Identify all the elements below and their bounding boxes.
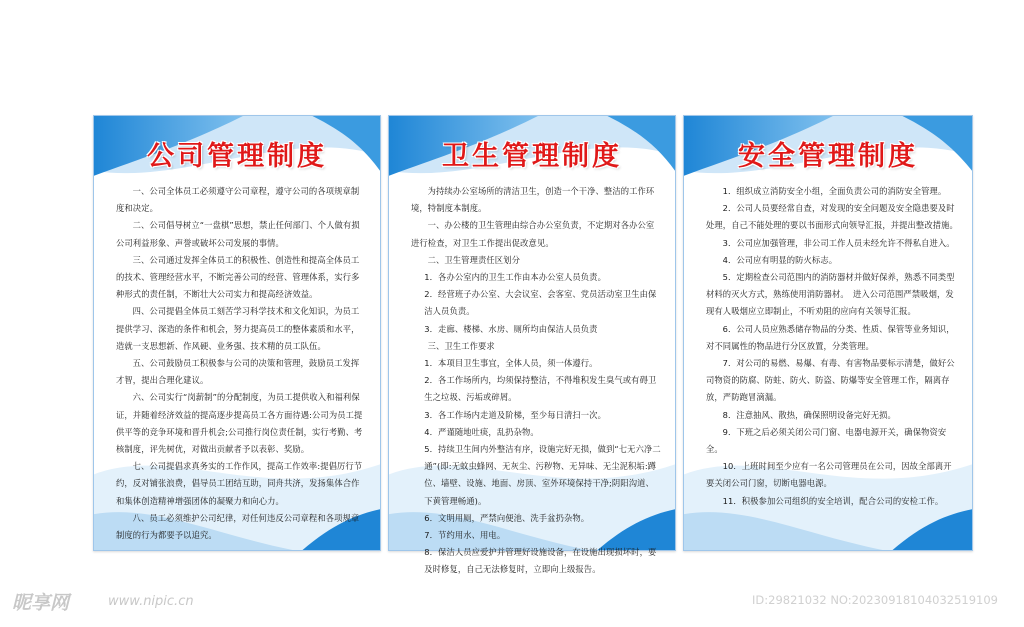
watermark-url: www.nipic.cn [108, 594, 194, 609]
board-title: 公司管理制度 [147, 141, 327, 172]
rule-item: 7．节约用水、用电。 [424, 530, 506, 541]
rule-paragraph: 八、员工必须维护公司纪律，对任何违反公司章程和各项规章制度的行为都要予以追究。 [116, 512, 360, 541]
rule-item: 1．本项目卫生事宜，全体人员，须一体遵行。 [424, 358, 598, 369]
board-body [411, 183, 661, 579]
rule-paragraph: 五、公司鼓励员工积极参与公司的决策和管理，鼓励员工发挥才智，提出合理化建议。 [116, 358, 360, 386]
rule-paragraph: 4．公司应有明显的防火标志。 [722, 254, 838, 265]
rule-paragraph: 一、办公楼的卫生管理由综合办公室负责，不定期对各办公室进行检查，对卫生工作提出促改意见。 [411, 220, 655, 248]
board-company-management [93, 115, 381, 551]
board-body [706, 183, 958, 510]
rule-paragraph: 七、公司提倡求真务实的工作作风，提高工作效率:提倡厉行节约，反对铺张浪费，倡导员工团结互助，同舟共济，发扬集体合作和集体创造精神增强团体的凝聚力和向心力。 [116, 461, 363, 506]
rule-paragraph: 5．定期检查公司范围内的消防器材并做好保养，熟悉不同类型材料的灭火方式，熟练使用消防器材。 进入公司范围严禁吸烟，发现有人吸烟应立即制止，不听劝阻的应向有关领导汇报。 [706, 272, 955, 317]
board-hygiene-management [388, 115, 676, 575]
rule-item: 1．各办公室内的卫生工作由本办公室人员负责。 [424, 272, 606, 283]
rule-paragraph: 6．公司人员应熟悉储存物品的分类、性质、保管等业务知识，对不同属性的物品进行分区放置，分类管理。 [706, 323, 955, 351]
rule-heading: 三、卫生工作要求 [427, 340, 495, 351]
rule-item: 6．文明用厕，严禁向便池、洗手盆扔杂物。 [424, 512, 590, 523]
board-body [116, 183, 366, 544]
rule-paragraph: 为持续办公室场所的清洁卫生，创造一个干净、整洁的工作环境，特制度本制度。 [411, 186, 655, 214]
rule-item: 4．严谨随地吐痰，乱扔杂物。 [424, 426, 539, 437]
rule-paragraph: 1．组织成立消防安全小组，全面负责公司的消防安全管理。 [722, 186, 947, 196]
board-safety-management [683, 115, 973, 551]
rule-paragraph: 2．公司人员要经常自查，对发现的安全问题及安全隐患要及时处理，自己不能处理的要以书面形式向领导汇报，并提出整改措施。 [706, 203, 958, 231]
rule-item: 5．持续卫生间内外整洁有序，设施完好无损，做到“七无六净二通”(即:无蚊虫蜂网、无灰尘、污秽物、无异味、无尘泥积垢:蹲位、墙壁、设施、地面、房顶、室外环境保持干净;阴阳沟道、下黄管理畅通)。 [424, 444, 661, 506]
rule-item: 3．各工作场内走道及阶梯，至少每日清扫一次。 [424, 409, 606, 420]
rule-paragraph: 11．积极参加公司组织的安全培训，配合公司的安检工作。 [722, 495, 944, 506]
rule-item: 3．走廊、楼梯、水房、厕所均由保洁人员负责 [424, 323, 598, 334]
rule-paragraph: 10．上班时间至少应有一名公司管理员在公司，因故全部离开要关闭公司门窗，切断电器电源。 [706, 461, 952, 489]
rule-paragraph: 7．对公司的易燃、易爆、有毒、有害物品要标示清楚，做好公司物资的防腐、防蛀、防火、防盗、防爆等安全管理工作，隔离存放，严防跑冒滴漏。 [706, 358, 955, 403]
rule-paragraph: 三、公司通过发挥全体员工的积极性、创造性和提高全体员工的技术、管理经营水平，不断完善公司的经营、管理体系，实行多种形式的责任制，不断壮大公司实力和提高经济效益。 [116, 254, 360, 300]
board-title: 卫生管理制度 [442, 141, 622, 172]
rule-paragraph: 四、公司提倡全体员工刻苦学习科学技术和文化知识，为员工提供学习、深造的条件和机会，努力提高员工的整体素质和水平，造就一支思想新、作风硬、业务强、技术精的员工队伍。 [116, 306, 360, 351]
rule-paragraph: 六、公司实行“岗薪制”的分配制度，为员工提供收入和福利保证，并随着经济效益的提高逐步提高员工各方面待遇:公司为员工提供平等的竞争环境和晋升机会;公司推行岗位责任制，实行考勤、考核制度，评先树优，对做出贡献者予以表彰、奖励。 [116, 392, 363, 455]
image-id-text: ID:29821032 NO:20230918104032519109 [752, 593, 998, 607]
rule-paragraph: 3．公司应加强管理，非公司工作人员未经允许不得私自进入。 [722, 237, 955, 248]
rule-item: 8．保洁人员应爱护并管理好设施设备，在设施出现损坏时，要及时修复，自己无法修复时，立即向上级报告。 [424, 547, 657, 575]
rule-item: 2．各工作场所内，均须保持整洁，不得堆积发生臭气或有碍卫生之垃圾、污垢或碎屑。 [424, 375, 657, 403]
rule-heading: 二、卫生管理责任区划分 [427, 254, 520, 265]
rule-item: 2．经营班子办公室、大会议室、会客室、党员活动室卫生由保洁人员负责。 [424, 289, 657, 317]
rule-paragraph: 二、公司倡导树立“一盘棋”思想，禁止任何部门、个人做有损公司利益形象、声誉或破坏公司发展的事情。 [116, 220, 360, 248]
rule-paragraph: 一、公司全体员工必须遵守公司章程，遵守公司的各项规章制度和决定。 [116, 186, 360, 214]
rule-paragraph: 8．注意抽风、散热，确保照明设备完好无损。 [722, 409, 896, 420]
watermark-logo: 昵享网 [12, 592, 70, 614]
rule-paragraph: 9．下班之后必须关闭公司门窗、电器电源开关，确保物资安全。 [706, 426, 947, 455]
board-title: 安全管理制度 [738, 141, 918, 172]
